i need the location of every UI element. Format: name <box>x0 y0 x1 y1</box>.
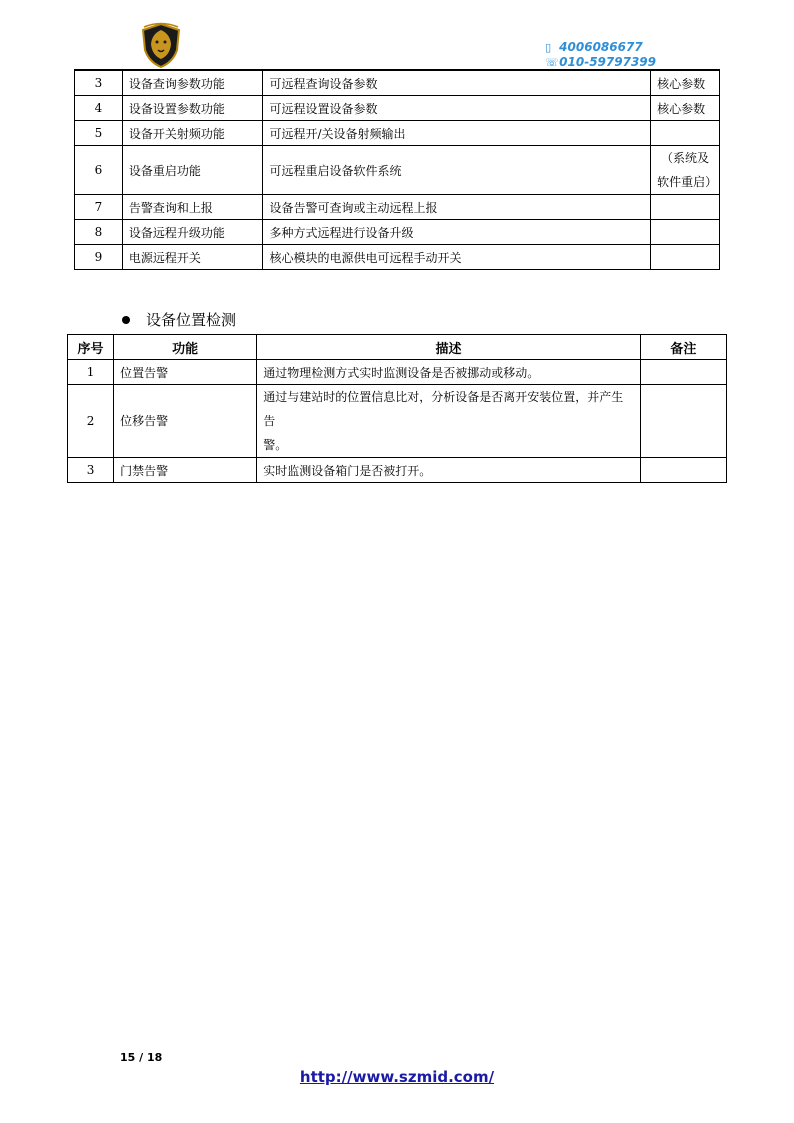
note-cell <box>651 195 720 220</box>
remote-function-table <box>74 70 720 270</box>
row-number: 8 <box>75 220 123 245</box>
description-cell: 可远程开/关设备射频输出 <box>263 121 651 146</box>
function-cell: 位置告警 <box>114 360 257 385</box>
table-row <box>75 195 720 220</box>
description-cell: 设备告警可查询或主动远程上报 <box>263 195 651 220</box>
row-number: 3 <box>68 458 114 483</box>
row-number: 7 <box>75 195 123 220</box>
mobile-phone-icon: ▯ <box>545 41 552 54</box>
website-link[interactable]: http://www.szmid.com/ <box>299 1068 495 1086</box>
description-cell <box>257 385 641 458</box>
function-cell: 设备远程升级功能 <box>122 220 263 245</box>
section-title-text: 设备位置检测 <box>146 311 237 329</box>
row-number: 6 <box>75 146 123 195</box>
row-number: 1 <box>68 360 114 385</box>
row-number: 3 <box>75 71 123 96</box>
table-row <box>75 245 720 270</box>
note-line: （系统及 <box>661 151 710 165</box>
table-row <box>75 71 720 96</box>
row-number: 4 <box>75 96 123 121</box>
header-no: 序号 <box>68 335 114 360</box>
phone-number-1: 4006086677 <box>559 40 643 54</box>
note-cell <box>651 121 720 146</box>
table-row <box>68 458 727 483</box>
row-number: 5 <box>75 121 123 146</box>
table-header-row <box>68 335 727 360</box>
row-number: 9 <box>75 245 123 270</box>
lion-crest-logo <box>140 22 182 68</box>
note-cell <box>651 245 720 270</box>
bullet-icon <box>122 316 130 324</box>
telephone-icon: ☏ <box>545 56 559 69</box>
row-number: 2 <box>68 385 114 458</box>
description-cell: 可远程设置设备参数 <box>263 96 651 121</box>
note-cell <box>640 458 726 483</box>
table-row <box>75 96 720 121</box>
note-cell <box>651 220 720 245</box>
phone-line-2 <box>545 55 656 70</box>
note-line: 软件重启） <box>657 175 718 189</box>
description-cell: 通过物理检测方式实时监测设备是否被挪动或移动。 <box>257 360 641 385</box>
table-row <box>75 121 720 146</box>
table-row <box>75 146 720 195</box>
function-cell: 设备查询参数功能 <box>122 71 263 96</box>
phone-line-1 <box>545 40 656 55</box>
table-row <box>68 360 727 385</box>
function-cell: 告警查询和上报 <box>122 195 263 220</box>
section-heading <box>122 309 236 330</box>
description-cell: 可远程查询设备参数 <box>263 71 651 96</box>
function-cell: 门禁告警 <box>114 458 257 483</box>
table-row <box>75 220 720 245</box>
function-cell: 电源远程开关 <box>122 245 263 270</box>
description-line: 通过与建站时的位置信息比对，分析设备是否离开安装位置，并产生告 <box>263 390 624 428</box>
header-function: 功能 <box>114 335 257 360</box>
description-line: 警。 <box>263 438 288 452</box>
note-cell <box>640 360 726 385</box>
note-cell <box>640 385 726 458</box>
description-cell: 可远程重启设备软件系统 <box>263 146 651 195</box>
header-description: 描述 <box>257 335 641 360</box>
function-cell: 位移告警 <box>114 385 257 458</box>
description-cell: 核心模块的电源供电可远程手动开关 <box>263 245 651 270</box>
table-row <box>68 385 727 458</box>
note-cell <box>651 146 720 195</box>
phone-number-2: 010-59797399 <box>559 55 656 69</box>
function-cell: 设备设置参数功能 <box>122 96 263 121</box>
page-number: 15 / 18 <box>120 1051 163 1064</box>
description-cell: 多种方式远程进行设备升级 <box>263 220 651 245</box>
description-cell: 实时监测设备箱门是否被打开。 <box>257 458 641 483</box>
note-cell: 核心参数 <box>651 96 720 121</box>
note-cell: 核心参数 <box>651 71 720 96</box>
header-note: 备注 <box>640 335 726 360</box>
function-cell: 设备开关射频功能 <box>122 121 263 146</box>
position-detection-table <box>67 334 727 483</box>
function-cell: 设备重启功能 <box>122 146 263 195</box>
contact-block <box>545 40 656 70</box>
